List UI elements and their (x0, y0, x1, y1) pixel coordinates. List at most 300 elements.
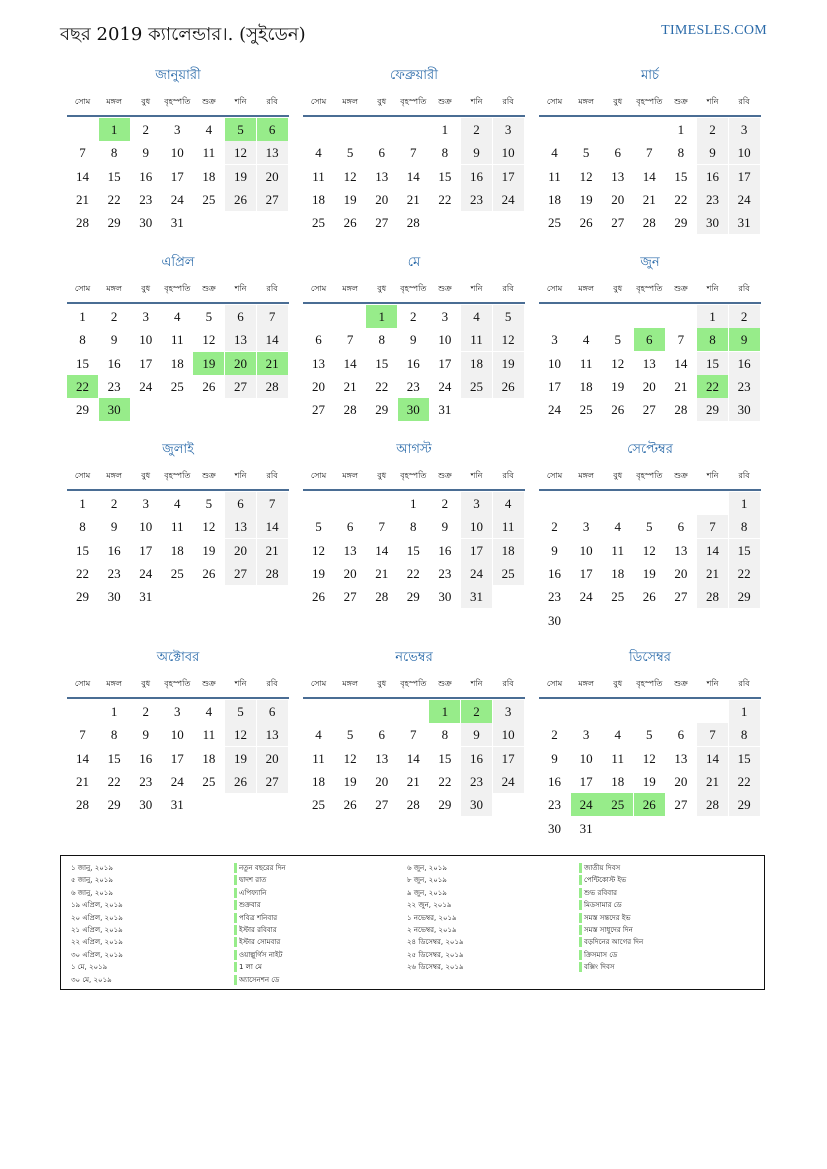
day-cell: 15 (76, 355, 89, 371)
day-cell: 27 (225, 562, 256, 585)
day-cell: 18 (170, 542, 184, 558)
day-cell: 26 (493, 375, 524, 398)
weekday-label: শুক্র (438, 284, 452, 293)
day-cell: 11 (171, 519, 184, 535)
month-name: আগস্ট (396, 442, 432, 457)
weekday-label: মঙ্গল (106, 679, 122, 688)
month-name: জুন (640, 255, 660, 270)
day-cell: 28 (375, 589, 389, 605)
weekday-label: শুক্র (438, 471, 452, 480)
day-cell: 2 (461, 700, 492, 723)
day-cell: 3 (493, 118, 524, 141)
weekday-label: রবি (266, 97, 278, 106)
day-cell: 17 (461, 539, 492, 562)
day-cell: 26 (579, 215, 593, 231)
day-cell: 15 (107, 750, 121, 766)
legend-date: ৮ জুন, ২০১৯ (407, 876, 447, 885)
day-cell: 13 (642, 355, 656, 371)
day-cell: 9 (551, 542, 558, 558)
day-cell: 29 (438, 797, 452, 813)
day-cell: 9 (729, 328, 760, 351)
day-cell: 10 (438, 332, 452, 348)
day-cell: 4 (205, 122, 213, 137)
month-name: জুলাই (162, 442, 194, 457)
month-rule (67, 489, 289, 491)
day-cell: 5 (646, 519, 653, 535)
legend-holiday-name: ওয়াল্পুর্গিস নাইট (234, 949, 286, 961)
day-cell: 14 (406, 168, 420, 184)
day-cell: 8 (697, 328, 728, 351)
day-cell: 14 (257, 515, 288, 538)
day-cell: 2 (110, 309, 118, 324)
day-cell: 6 (225, 492, 256, 515)
day-cell: 4 (174, 309, 181, 324)
day-cell: 21 (642, 191, 656, 207)
day-cell: 3 (582, 727, 590, 743)
day-cell: 2 (142, 122, 149, 137)
weekday-label: মঙ্গল (106, 284, 122, 293)
day-cell: 3 (174, 704, 181, 719)
day-cell: 6 (614, 145, 621, 161)
day-grid (303, 305, 525, 445)
day-cell: 10 (170, 145, 184, 161)
day-cell: 4 (582, 332, 590, 348)
day-cell: 8 (79, 519, 86, 535)
day-cell: 25 (579, 402, 593, 418)
day-cell: 9 (110, 519, 118, 535)
day-cell: 23 (697, 188, 728, 211)
day-cell: 16 (461, 165, 492, 188)
legend-holiday-name: বক্সিং দিবস (579, 961, 643, 973)
weekday-label: শুক্র (202, 471, 216, 480)
legend-holiday-name: নতুন বছরের দিন (234, 862, 286, 874)
day-cell: 11 (579, 355, 593, 371)
legend-holiday-name: সমস্ত সাধুদের দিন (579, 924, 643, 936)
day-cell: 20 (375, 773, 389, 789)
day-cell: 6 (315, 332, 322, 348)
month-rule (539, 115, 761, 117)
day-cell: 2 (110, 496, 118, 511)
day-cell: 2 (441, 496, 449, 511)
day-cell: 19 (193, 352, 224, 375)
day-cell: 18 (548, 191, 561, 207)
day-cell: 15 (674, 168, 688, 184)
day-cell: 25 (461, 375, 492, 398)
weekday-label: শুক্র (438, 679, 452, 688)
day-cell: 23 (107, 378, 121, 394)
weekday-label: সোম (310, 471, 327, 480)
day-cell: 30 (139, 215, 153, 231)
day-cell: 19 (202, 542, 216, 558)
legend-date: ৫ জানু, ২০১৯ (71, 876, 113, 885)
legend-holiday-name: শুক্রবার (234, 899, 286, 911)
day-cell: 21 (76, 191, 89, 207)
day-cell: 13 (257, 141, 288, 164)
day-grid (67, 118, 289, 258)
day-cell: 13 (611, 168, 625, 184)
day-cell: 30 (548, 612, 561, 628)
day-grid (303, 118, 525, 258)
day-cell: 14 (375, 542, 389, 558)
day-cell: 30 (139, 797, 153, 813)
weekday-label: শনি (470, 97, 483, 106)
day-cell: 28 (257, 375, 288, 398)
legend-date: ৬ জানু, ২০১৯ (71, 888, 113, 897)
day-cell: 7 (79, 727, 86, 743)
day-cell: 28 (257, 562, 288, 585)
day-cell: 17 (579, 773, 593, 789)
day-cell: 16 (548, 565, 561, 581)
month-rule (303, 489, 525, 491)
day-cell: 30 (548, 820, 561, 836)
day-cell: 7 (646, 145, 653, 161)
day-cell: 16 (548, 773, 561, 789)
weekday-label: শুক্র (674, 97, 688, 106)
day-cell: 26 (202, 378, 216, 394)
day-cell: 19 (611, 378, 625, 394)
day-cell: 23 (548, 797, 561, 813)
day-cell: 20 (257, 747, 288, 770)
legend-names-col (579, 862, 643, 974)
day-cell: 3 (582, 519, 590, 535)
day-cell: 6 (346, 519, 354, 535)
day-grid (539, 492, 761, 632)
weekday-label: রবি (502, 97, 514, 106)
day-cell: 21 (406, 773, 420, 789)
day-cell: 24 (139, 378, 153, 394)
day-cell: 22 (674, 191, 688, 207)
weekday-label: বুধ (141, 471, 151, 480)
weekday-header (67, 283, 289, 297)
day-cell: 17 (729, 165, 760, 188)
day-grid (539, 700, 761, 840)
day-cell: 14 (406, 750, 420, 766)
month-rule (539, 302, 761, 304)
day-cell: 14 (76, 168, 89, 184)
day-cell: 6 (677, 519, 685, 535)
day-cell: 10 (493, 141, 524, 164)
day-cell: 28 (406, 797, 420, 813)
weekday-label: শনি (234, 284, 247, 293)
weekday-label: বুধ (613, 679, 623, 688)
day-cell: 10 (139, 332, 153, 348)
weekday-label: শুক্র (438, 97, 452, 106)
day-cell: 16 (438, 542, 452, 558)
legend-holiday-name: শুভ রবিবার (579, 887, 643, 899)
day-cell: 3 (142, 496, 149, 511)
weekday-label: সোম (546, 97, 563, 106)
day-cell: 31 (461, 585, 492, 608)
day-cell: 7 (410, 727, 417, 743)
day-cell: 25 (202, 773, 216, 789)
legend-date: ২৪ ডিসেম্বর, ২০১৯ (407, 938, 464, 947)
day-cell: 25 (170, 378, 184, 394)
weekday-label: শনি (706, 471, 719, 480)
day-cell: 21 (257, 352, 288, 375)
day-cell: 8 (79, 332, 86, 348)
day-cell: 22 (107, 191, 121, 207)
day-cell: 16 (729, 352, 760, 375)
day-cell: 26 (343, 797, 357, 813)
day-cell: 13 (257, 723, 288, 746)
day-cell: 7 (378, 519, 385, 535)
day-cell: 15 (438, 750, 452, 766)
weekday-label: মঙ্গল (578, 284, 594, 293)
day-cell: 21 (697, 770, 728, 793)
day-cell: 19 (642, 773, 656, 789)
day-cell: 9 (142, 145, 149, 161)
day-cell: 12 (225, 723, 256, 746)
day-cell: 5 (346, 145, 354, 161)
day-grid (539, 305, 761, 445)
weekday-label: বুধ (141, 679, 151, 688)
day-cell: 20 (375, 191, 389, 207)
legend-date: ২১ এপ্রিল, ২০১৯ (71, 925, 123, 934)
legend-holiday-name: পবিত্র শনিবার (234, 912, 286, 924)
day-cell: 22 (107, 773, 121, 789)
day-cell: 7 (79, 145, 86, 161)
day-cell: 2 (410, 309, 417, 324)
weekday-header (539, 96, 761, 110)
day-cell: 19 (343, 773, 357, 789)
day-cell: 5 (582, 145, 590, 161)
weekday-header (67, 678, 289, 692)
weekday-label: মঙ্গল (342, 679, 358, 688)
month-name: ফেব্রুয়ারী (390, 68, 438, 83)
day-cell: 7 (410, 145, 417, 161)
day-cell: 2 (697, 118, 728, 141)
day-cell: 12 (642, 750, 656, 766)
weekday-label: বৃহস্পতি (400, 97, 427, 106)
day-cell: 5 (614, 332, 621, 348)
day-cell: 14 (343, 355, 357, 371)
day-cell: 11 (202, 727, 216, 743)
weekday-label: রবি (738, 679, 750, 688)
day-cell: 3 (142, 309, 149, 324)
day-cell: 6 (634, 328, 665, 351)
legend-holiday-name: বড়দিনের আগের দিন (579, 936, 643, 948)
day-cell: 18 (493, 539, 524, 562)
day-cell: 1 (99, 118, 130, 141)
weekday-header (303, 96, 525, 110)
weekday-label: শনি (470, 471, 483, 480)
day-cell: 25 (493, 562, 524, 585)
day-cell: 21 (76, 773, 89, 789)
legend-holiday-name: সমস্ত সন্তদের ইভ (579, 912, 643, 924)
day-cell: 14 (697, 747, 728, 770)
month-name: এপ্রিল (161, 255, 195, 270)
day-cell: 12 (202, 519, 216, 535)
day-cell: 8 (729, 515, 760, 538)
day-cell: 22 (697, 375, 728, 398)
weekday-header (539, 470, 761, 484)
day-cell: 28 (674, 402, 688, 418)
day-cell: 20 (674, 565, 688, 581)
day-cell: 24 (493, 188, 524, 211)
day-cell: 8 (110, 727, 118, 743)
weekday-label: শুক্র (202, 679, 216, 688)
day-cell: 18 (202, 168, 216, 184)
day-cell: 3 (441, 309, 449, 324)
day-cell: 16 (697, 165, 728, 188)
day-cell: 25 (312, 215, 325, 231)
day-cell: 7 (697, 515, 728, 538)
day-cell: 28 (343, 402, 357, 418)
day-cell: 30 (438, 589, 452, 605)
day-cell: 5 (225, 118, 256, 141)
day-cell: 20 (642, 378, 656, 394)
day-cell: 15 (406, 542, 420, 558)
weekday-header (67, 470, 289, 484)
day-cell: 19 (312, 565, 325, 581)
day-cell: 26 (202, 565, 216, 581)
day-cell: 7 (697, 723, 728, 746)
day-cell: 7 (677, 332, 685, 348)
weekday-header (303, 283, 525, 297)
day-cell: 18 (611, 565, 625, 581)
day-cell: 18 (461, 352, 492, 375)
site-name[interactable]: TIMESLES.COM (661, 23, 767, 38)
day-cell: 12 (202, 332, 216, 348)
day-cell: 21 (674, 378, 688, 394)
day-cell: 26 (642, 589, 656, 605)
day-cell: 10 (729, 141, 760, 164)
day-cell: 27 (312, 402, 325, 418)
weekday-label: মঙ্গল (578, 679, 594, 688)
day-cell: 10 (170, 727, 184, 743)
day-cell: 5 (205, 496, 213, 511)
day-cell: 24 (493, 770, 524, 793)
day-cell: 2 (461, 118, 492, 141)
day-grid (539, 118, 761, 258)
day-cell: 9 (551, 750, 558, 766)
day-cell: 25 (170, 565, 184, 581)
day-cell: 26 (225, 770, 256, 793)
legend-holiday-name: ইস্টার সোমবার (234, 936, 286, 948)
day-cell: 4 (614, 727, 621, 743)
day-cell: 31 (170, 797, 184, 813)
day-cell: 11 (611, 750, 624, 766)
day-cell: 13 (343, 542, 357, 558)
day-cell: 24 (729, 188, 760, 211)
weekday-label: রবি (502, 471, 514, 480)
day-cell: 24 (170, 773, 184, 789)
day-cell: 13 (225, 515, 256, 538)
day-cell: 5 (493, 305, 524, 328)
day-cell: 1 (110, 704, 118, 719)
legend-date: ৬ জুন, ২০১৯ (407, 864, 447, 872)
day-cell: 12 (343, 168, 357, 184)
day-cell: 16 (107, 355, 121, 371)
day-cell: 23 (438, 565, 452, 581)
day-cell: 17 (170, 750, 184, 766)
legend-date: ২২ জুন, ২০১৯ (407, 901, 452, 910)
weekday-label: রবি (266, 284, 278, 293)
day-cell: 15 (375, 355, 389, 371)
day-cell: 24 (548, 402, 561, 418)
day-cell: 12 (343, 750, 357, 766)
weekday-label: বুধ (377, 679, 387, 688)
weekday-label: মঙ্গল (578, 97, 594, 106)
day-cell: 29 (107, 797, 121, 813)
day-cell: 19 (343, 191, 357, 207)
weekday-label: বৃহস্পতি (636, 97, 663, 106)
day-cell: 11 (312, 750, 325, 766)
day-cell: 1 (79, 496, 86, 511)
day-cell: 17 (548, 378, 561, 394)
legend-date: ২০ এপ্রিল, ২০১৯ (71, 913, 123, 922)
day-cell: 6 (677, 727, 685, 743)
day-cell: 15 (729, 747, 760, 770)
day-cell: 3 (174, 122, 181, 137)
day-cell: 8 (378, 332, 385, 348)
day-cell: 21 (697, 562, 728, 585)
day-cell: 2 (142, 704, 149, 719)
day-cell: 26 (634, 793, 665, 816)
day-cell: 4 (493, 492, 524, 515)
day-cell: 4 (461, 305, 492, 328)
legend-holiday-name: মিডসামার ডে (579, 899, 643, 911)
day-cell: 21 (257, 539, 288, 562)
month-rule (303, 302, 525, 304)
day-cell: 11 (493, 515, 524, 538)
day-cell: 25 (611, 589, 625, 605)
weekday-label: শনি (706, 284, 719, 293)
day-cell: 19 (225, 165, 256, 188)
day-cell: 29 (107, 215, 121, 231)
weekday-label: শনি (470, 679, 483, 688)
month-rule (539, 697, 761, 699)
day-cell: 30 (398, 398, 429, 421)
weekday-label: শনি (234, 679, 247, 688)
day-cell: 3 (551, 332, 558, 348)
day-cell: 10 (461, 515, 492, 538)
day-cell: 10 (139, 519, 153, 535)
day-cell: 29 (697, 398, 728, 421)
day-cell: 3 (729, 118, 760, 141)
weekday-label: বুধ (377, 97, 387, 106)
day-cell: 29 (674, 215, 688, 231)
weekday-label: বুধ (613, 471, 623, 480)
day-cell: 24 (571, 793, 602, 816)
day-cell: 12 (611, 355, 625, 371)
day-cell: 18 (170, 355, 184, 371)
weekday-label: সোম (310, 284, 327, 293)
day-cell: 5 (646, 727, 653, 743)
weekday-header (303, 678, 525, 692)
day-cell: 23 (406, 378, 420, 394)
weekday-label: শনি (234, 471, 247, 480)
day-cell: 25 (602, 793, 633, 816)
month-rule (67, 697, 289, 699)
day-cell: 26 (343, 215, 357, 231)
day-cell: 17 (438, 355, 452, 371)
day-cell: 15 (76, 542, 89, 558)
day-cell: 1 (366, 305, 397, 328)
day-cell: 25 (312, 797, 325, 813)
day-cell: 27 (674, 797, 688, 813)
month-rule (303, 697, 525, 699)
day-cell: 11 (171, 332, 184, 348)
weekday-header (303, 470, 525, 484)
day-cell: 9 (461, 723, 492, 746)
day-cell: 7 (346, 332, 354, 348)
day-cell: 23 (729, 375, 760, 398)
legend-holiday-name: 1 লা মে (234, 961, 286, 973)
weekday-label: মঙ্গল (342, 97, 358, 106)
day-cell: 4 (315, 145, 322, 161)
legend-date: ৩০ মে, ২০১৯ (71, 975, 112, 984)
